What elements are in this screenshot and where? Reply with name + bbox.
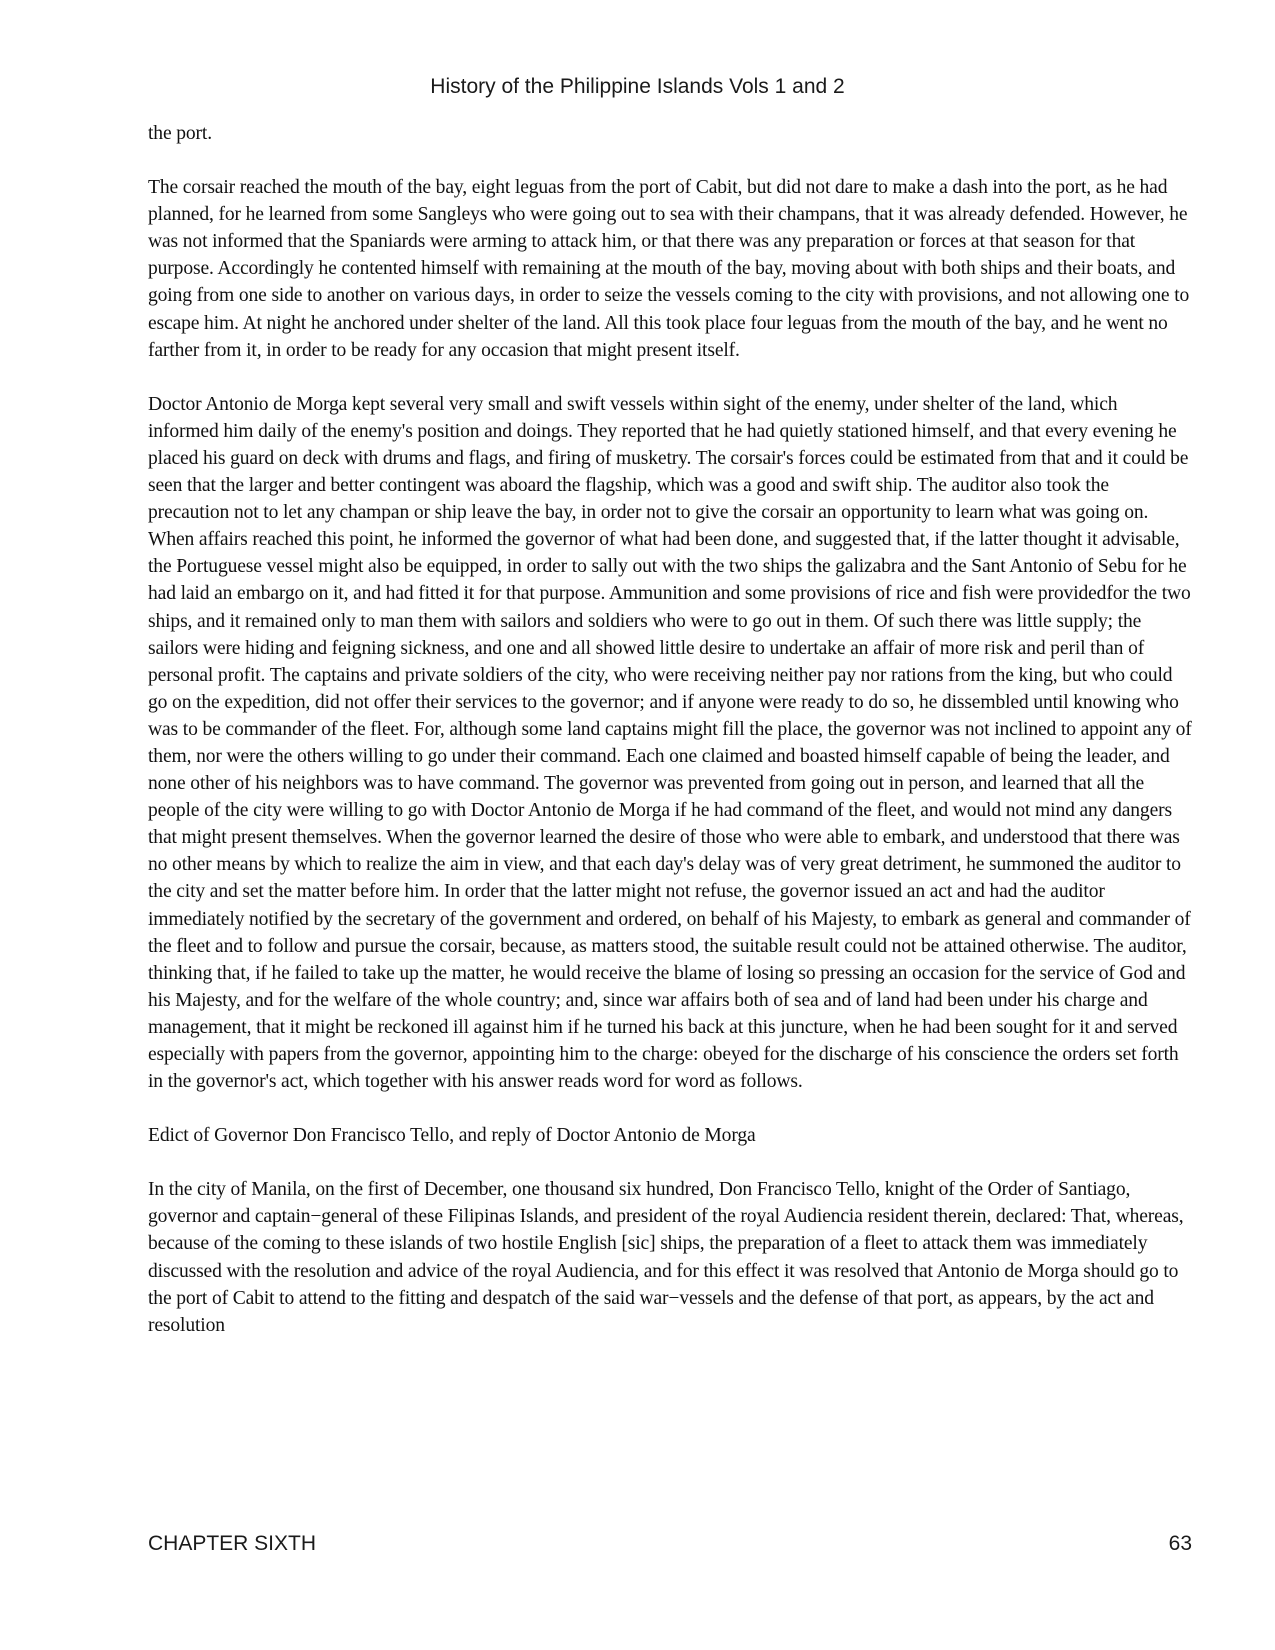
section-heading-edict: Edict of Governor Don Francisco Tello, and reply of Doctor Antonio de Morga bbox=[148, 1125, 756, 1147]
book-title: History of the Philippine Islands Vols 1 and 2 bbox=[430, 75, 845, 98]
page-body bbox=[148, 120, 1192, 1339]
paragraph-edict-text: In the city of Manila, on the first of December, one thousand six hundred, Don Francisco Tello, knight of the Order of Santiago, governor and captain−general of these Filipinas Islands, and president of the royal Audiencia resident therein, declared: That, whereas, because of the coming to these islands of two hostile English [sic] ships, the preparation of a fleet to attack them was immediately discussed with the resolution and advice of the royal Audiencia, and for this effect it was resolved that Antonio de Morga should go to the port of Cabit to attend to the fitting and despatch of the said war−vessels and the defense of that port, as appears, by the act and resolution bbox=[148, 1179, 1184, 1336]
paragraph-continuation: the port. bbox=[148, 123, 212, 144]
page-number: 63 bbox=[1168, 1532, 1192, 1555]
chapter-label: CHAPTER SIXTH bbox=[148, 1532, 317, 1555]
paragraph-corsair-at-bay: The corsair reached the mouth of the bay, eight leguas from the port of Cabit, but did not dare to make a dash into the port, as he had planned, for he learned from some Sangleys who were going out to sea with their champans, that it was already defended. However, he was not informed that the Spaniards were arming to attack him, or that there was any preparation or forces at that season for that purpose. Accordingly he contented himself with remaining at the mouth of the bay, moving about with both ships and their boats, and going from one side to another on various days, in order to seize the vessels coming to the city with provisions, and not allowing one to escape him. At night he anchored under shelter of the land. All this took place four leguas from the mouth of the bay, and he went no farther from it, in order to be ready for any occasion that might present itself. bbox=[148, 177, 1190, 361]
page-footer bbox=[148, 1529, 1192, 1559]
page-header bbox=[0, 72, 1275, 102]
paragraph-morga-preparations: Doctor Antonio de Morga kept several very small and swift vessels within sight of the enemy, under shelter of the land, which informed him daily of the enemy's position and doings. They reported that he had quietly stationed himself, and that every evening he placed his guard on deck with drums and flags, and firing of musketry. The corsair's forces could be estimated from that and it could be seen that the larger and better contingent was aboard the flagship, which was a good and swift ship. The auditor also took the precaution not to let any champan or ship leave the bay, in order not to give the corsair an opportunity to learn what was going on. When affairs reached this point, he informed the governor of what had been done, and suggested that, if the latter thought it advisable, the Portuguese vessel might also be equipped, in order to sally out with the two ships the galizabra and the Sant Antonio of Sebu for he had laid an embargo on it, and had fitted it for that purpose. Ammunition and some provisions of rice and fish were providedfor the two ships, and it remained only to man them with sailors and soldiers who were to go out in them. Of such there was little supply; the sailors were hiding and feigning sickness, and one and all showed little desire to undertake an affair of more risk and peril than of personal profit. The captains and private soldiers of the city, who were receiving neither pay nor rations from the king, but who could go on the expedition, did not offer their services to the governor; and if anyone were ready to do so, he dissembled until knowing who was to be commander of the fleet. For, although some land captains might fill the place, the governor was not inclined to appoint any of them, nor were the others willing to go under their command. Each one claimed and boasted himself capable of being the leader, and none other of his neighbors was to have command. The governor was prevented from going out in person, and learned that all the people of the city were willing to go with Doctor Antonio de Morga if he had command of the fleet, and would not mind any dangers that might present themselves. When the governor learned the desire of those who were able to embark, and understood that there was no other means by which to realize the aim in view, and that each day's delay was of very great detriment, he summoned the auditor to the city and set the matter before him. In order that the latter might not refuse, the governor issued an act and had the auditor immediately notified by the secretary of the government and ordered, on behalf of his Majesty, to embark as general and commander of the fleet and to follow and pursue the corsair, because, as matters stood, the suitable result could not be attained otherwise. The auditor, thinking that, if he failed to take up the matter, he would receive the blame of losing so pressing an occasion for the service of God and his Majesty, and for the welfare of the whole country; and, since war affairs both of sea and of land had been under his charge and management, that it might be reckoned ill against him if he turned his back at this juncture, when he had been sought for it and served especially with papers from the governor, appointing him to the charge: obeyed for the discharge of his conscience the orders set forth in the governor's act, which together with his answer reads word for word as follows. bbox=[148, 393, 1192, 1093]
